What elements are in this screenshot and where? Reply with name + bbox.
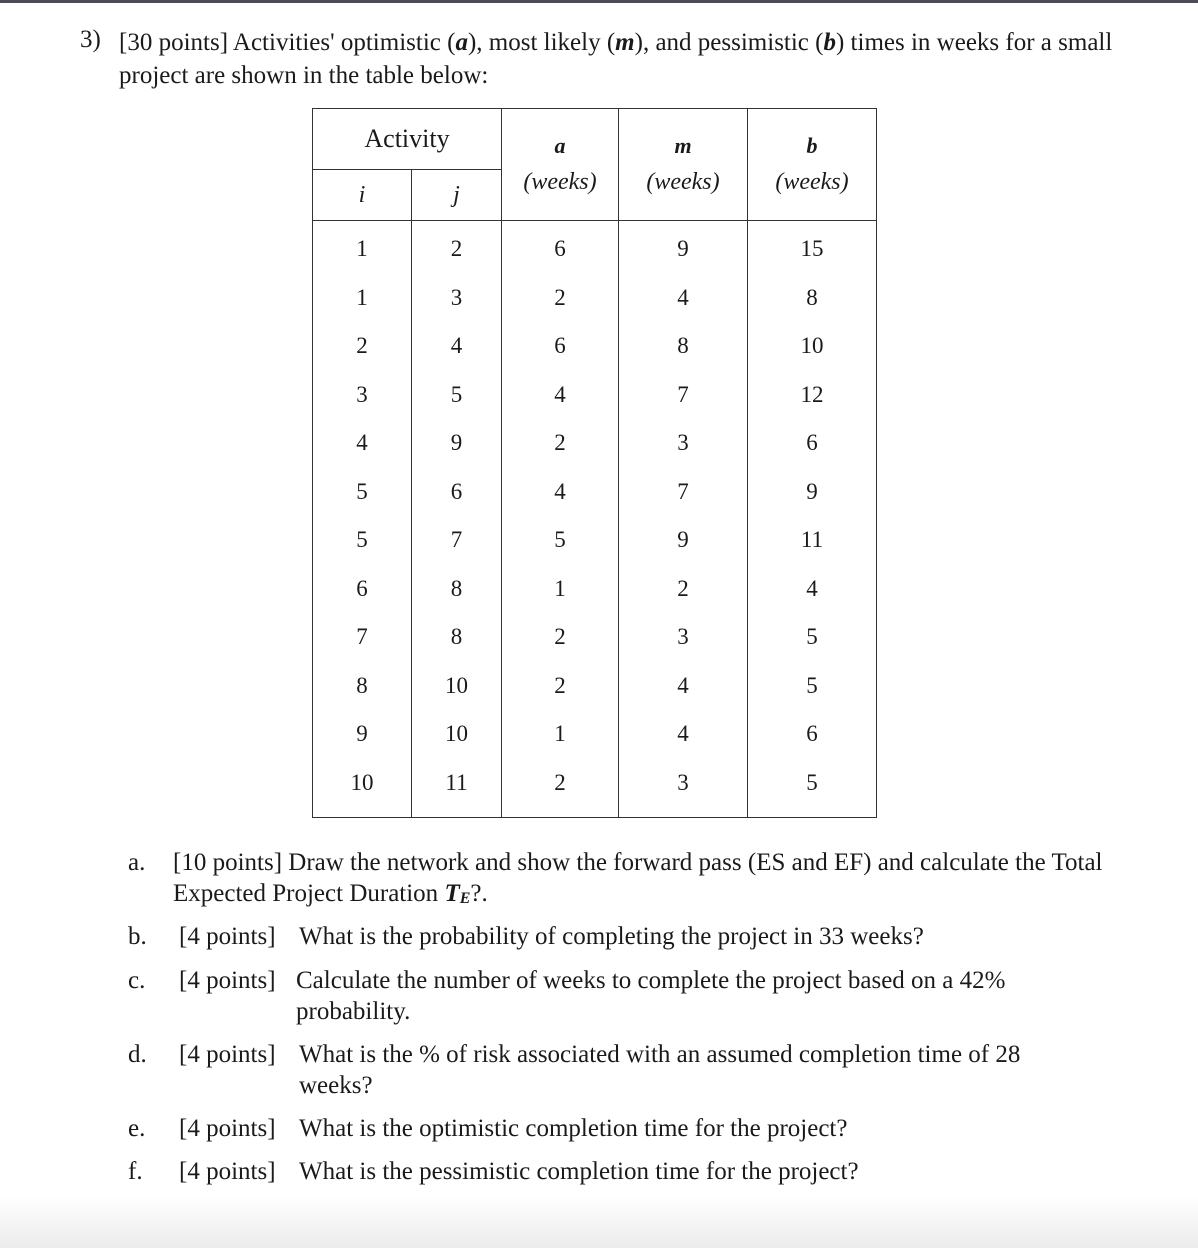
cell-m: 7 bbox=[619, 371, 748, 420]
part-d-label: d. bbox=[128, 1041, 147, 1068]
cell-j: 10 bbox=[412, 710, 502, 759]
cell-j: 5 bbox=[412, 371, 502, 420]
cell-m: 4 bbox=[619, 274, 748, 323]
cell-i: 7 bbox=[313, 613, 412, 662]
cell-a: 1 bbox=[502, 710, 619, 759]
cell-b: 11 bbox=[748, 516, 877, 565]
table-body bbox=[313, 221, 877, 818]
part-f-text: What is the pessimistic completion time for the project? bbox=[299, 1158, 859, 1185]
table-row bbox=[313, 516, 877, 565]
table-row bbox=[313, 710, 877, 759]
cell-i: 5 bbox=[313, 516, 412, 565]
cell-b: 12 bbox=[748, 371, 877, 420]
header-m: m (weeks) bbox=[619, 109, 748, 221]
cell-a: 1 bbox=[502, 565, 619, 614]
cell-m: 3 bbox=[619, 613, 748, 662]
activity-times-table bbox=[312, 108, 877, 818]
bottom-fade bbox=[0, 1196, 1198, 1248]
cell-a: 2 bbox=[502, 419, 619, 468]
cell-i: 4 bbox=[313, 419, 412, 468]
cell-a: 2 bbox=[502, 759, 619, 818]
cell-m: 9 bbox=[619, 516, 748, 565]
part-a-text: [10 points] Draw the network and show the forward pass (ES and EF) and calculate the Total Expected Project Duration $T_E$?. bbox=[173, 849, 1103, 907]
cell-m: 8 bbox=[619, 322, 748, 371]
cell-a: 4 bbox=[502, 371, 619, 420]
cell-i: 1 bbox=[313, 221, 412, 274]
table-row bbox=[313, 322, 877, 371]
table-row bbox=[313, 613, 877, 662]
cell-m: 3 bbox=[619, 419, 748, 468]
cell-m: 2 bbox=[619, 565, 748, 614]
part-e-points: [4 points] bbox=[179, 1115, 276, 1142]
table-row bbox=[313, 419, 877, 468]
cell-b: 5 bbox=[748, 759, 877, 818]
cell-m: 7 bbox=[619, 468, 748, 517]
cell-a: 2 bbox=[502, 662, 619, 711]
cell-a: 6 bbox=[502, 322, 619, 371]
part-f-label: f. bbox=[128, 1158, 143, 1185]
cell-b: 9 bbox=[748, 468, 877, 517]
cell-i: 6 bbox=[313, 565, 412, 614]
cell-i: 1 bbox=[313, 274, 412, 323]
table-row bbox=[313, 662, 877, 711]
cell-a: 2 bbox=[502, 613, 619, 662]
cell-j: 10 bbox=[412, 662, 502, 711]
cell-j: 8 bbox=[412, 613, 502, 662]
part-c-points: [4 points] bbox=[179, 967, 276, 994]
table-row bbox=[313, 565, 877, 614]
cell-b: 6 bbox=[748, 419, 877, 468]
part-b-points: [4 points] bbox=[179, 923, 276, 950]
part-e-label: e. bbox=[128, 1115, 146, 1142]
cell-i: 10 bbox=[313, 759, 412, 818]
header-j: j bbox=[412, 170, 502, 221]
cell-j: 2 bbox=[412, 221, 502, 274]
part-b-text: What is the probability of completing the project in 33 weeks? bbox=[299, 923, 924, 950]
cell-b: 4 bbox=[748, 565, 877, 614]
part-c-text: Calculate the number of weeks to complete the project based on a 42% probability. bbox=[296, 967, 1006, 1025]
header-a: a (weeks) bbox=[502, 109, 619, 221]
cell-a: 2 bbox=[502, 274, 619, 323]
part-b-label: b. bbox=[128, 923, 147, 950]
cell-i: 2 bbox=[313, 322, 412, 371]
cell-j: 8 bbox=[412, 565, 502, 614]
activity-header: Activity bbox=[313, 109, 502, 170]
cell-b: 15 bbox=[748, 221, 877, 274]
cell-j: 4 bbox=[412, 322, 502, 371]
top-border bbox=[0, 0, 1198, 3]
cell-a: 4 bbox=[502, 468, 619, 517]
cell-j: 6 bbox=[412, 468, 502, 517]
cell-b: 5 bbox=[748, 662, 877, 711]
cell-b: 6 bbox=[748, 710, 877, 759]
question-number: 3) bbox=[80, 26, 101, 53]
cell-m: 4 bbox=[619, 710, 748, 759]
cell-j: 3 bbox=[412, 274, 502, 323]
cell-a: 5 bbox=[502, 516, 619, 565]
table-row bbox=[313, 274, 877, 323]
table-row bbox=[313, 759, 877, 818]
table-row bbox=[313, 221, 877, 274]
cell-a: 6 bbox=[502, 221, 619, 274]
cell-m: 4 bbox=[619, 662, 748, 711]
cell-b: 5 bbox=[748, 613, 877, 662]
cell-b: 10 bbox=[748, 322, 877, 371]
part-a-label: a. bbox=[128, 849, 146, 876]
cell-m: 9 bbox=[619, 221, 748, 274]
part-f-points: [4 points] bbox=[179, 1158, 276, 1185]
table-row bbox=[313, 371, 877, 420]
cell-b: 8 bbox=[748, 274, 877, 323]
cell-m: 3 bbox=[619, 759, 748, 818]
table-row bbox=[313, 468, 877, 517]
cell-i: 5 bbox=[313, 468, 412, 517]
part-d-points: [4 points] bbox=[179, 1041, 276, 1068]
part-e-text: What is the optimistic completion time for the project? bbox=[299, 1115, 848, 1142]
question-points: [30 points] bbox=[119, 29, 229, 56]
cell-j: 7 bbox=[412, 516, 502, 565]
header-b: b (weeks) bbox=[748, 109, 877, 221]
header-i: i bbox=[313, 170, 412, 221]
cell-i: 8 bbox=[313, 662, 412, 711]
part-c-label: c. bbox=[128, 967, 146, 994]
cell-i: 9 bbox=[313, 710, 412, 759]
cell-j: 11 bbox=[412, 759, 502, 818]
cell-j: 9 bbox=[412, 419, 502, 468]
cell-i: 3 bbox=[313, 371, 412, 420]
question-prompt: [30 points] Activities' optimistic (a), most likely (m), and pessimistic (b) times in weeks for a small project are shown in the table below: bbox=[119, 29, 1113, 89]
part-d-text: What is the % of risk associated with an assumed completion time of 28 weeks? bbox=[299, 1041, 1021, 1099]
